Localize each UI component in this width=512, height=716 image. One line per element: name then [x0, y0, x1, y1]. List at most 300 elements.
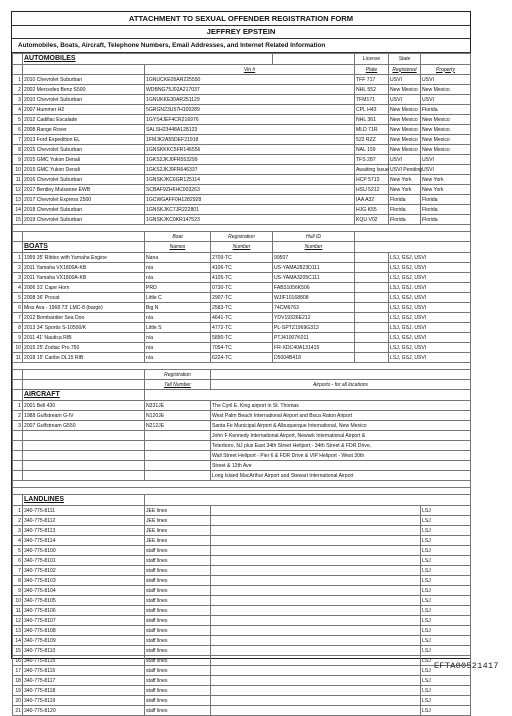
phone-number: 340-775-8105: [23, 596, 145, 606]
boat-description: 2008 36' Procat: [23, 293, 145, 303]
hull-id: D5004B418: [273, 353, 355, 363]
empty-cell: [13, 242, 23, 253]
plate-number: NHL 552: [355, 85, 389, 95]
vin-number: 1GNSKJKC7JR222801: [145, 205, 355, 215]
vehicle-description: 2018 Chevrolet Suburban: [23, 205, 145, 215]
row-number: 11: [13, 606, 23, 616]
row-number: 10: [13, 165, 23, 175]
tail-number: N331JE: [145, 401, 211, 411]
landline-row: [13, 646, 471, 656]
vehicle-row: [13, 75, 471, 85]
section-aircraft-label: AIRCRAFT: [23, 390, 145, 401]
row-number: 9: [13, 586, 23, 596]
row-number: 1: [13, 401, 23, 411]
empty-cell: [13, 390, 23, 401]
row-number: 2: [13, 263, 23, 273]
boat-description: 2006 31' Cape Horn: [23, 283, 145, 293]
vin-number: 1GNUKKE30AR251129: [145, 95, 355, 105]
row-number: 12: [13, 185, 23, 195]
boat-description: Miss Ava - 1968 73' LMC-8 (barge): [23, 303, 145, 313]
property-location: New York: [421, 185, 471, 195]
landline-row: [13, 516, 471, 526]
row-number: [13, 451, 23, 461]
vin-number: 1FMJK2A55DEF21918: [145, 135, 355, 145]
boat-description: 2013 34' Sportis S-10500/K: [23, 323, 145, 333]
empty-cell: [355, 323, 389, 333]
line-type: JEE lines: [145, 526, 211, 536]
state-registered: Florida: [389, 195, 421, 205]
vehicle-row: [13, 105, 471, 115]
row-number: [13, 471, 23, 481]
line-type: staff lines: [145, 616, 211, 626]
line-type: staff lines: [145, 666, 211, 676]
empty-cell: [211, 586, 421, 596]
airport-list: West Palm Beach International Airport and Boca Raton Airport: [211, 411, 471, 421]
landline-row: [13, 536, 471, 546]
phone-number: 340-775-8118: [23, 686, 145, 696]
line-property: LSJ: [421, 606, 471, 616]
vehicle-row: [13, 145, 471, 155]
vin-number: 1GCWGAFF0H1282928: [145, 195, 355, 205]
vehicle-row: [13, 115, 471, 125]
tail-number: N212JE: [145, 421, 211, 431]
row-number: 6: [13, 125, 23, 135]
vehicle-row: [13, 95, 471, 105]
empty-cell: [211, 616, 421, 626]
line-property: LSJ: [421, 556, 471, 566]
col-header-plate-top: License: [355, 54, 389, 65]
col-header-hull: Hull ID: [273, 232, 355, 242]
row-number: [13, 461, 23, 471]
line-property: LSJ: [421, 536, 471, 546]
section-header-row: [13, 54, 471, 65]
section-autos-label: AUTOMOBILES: [23, 54, 273, 65]
vehicle-row: [13, 205, 471, 215]
property-location: USVI: [421, 75, 471, 85]
plate-number: HSU 5212: [355, 185, 389, 195]
empty-cell: [273, 54, 355, 65]
empty-cell: [421, 54, 471, 65]
empty-cell: [355, 293, 389, 303]
line-type: staff lines: [145, 576, 211, 586]
row-number: 16: [13, 656, 23, 666]
plate-number: KQU V02: [355, 215, 389, 225]
state-registered: New Mexico: [389, 135, 421, 145]
tail-number: [145, 451, 211, 461]
landline-row: [13, 696, 471, 706]
line-type: staff lines: [145, 646, 211, 656]
aircraft-row: [13, 441, 471, 451]
empty-cell: [13, 495, 23, 506]
line-property: LSJ: [421, 686, 471, 696]
landline-row: [13, 556, 471, 566]
row-number: 8: [13, 576, 23, 586]
registration-number: 4106-TC: [211, 263, 273, 273]
property-location: USVI: [421, 95, 471, 105]
property-location: USVI: [421, 165, 471, 175]
plate-number: MLD 71R: [355, 125, 389, 135]
row-number: 20: [13, 696, 23, 706]
boat-name: n/a: [145, 343, 211, 353]
column-header-row: [13, 232, 471, 242]
line-type: JEE lines: [145, 506, 211, 516]
vin-number: 1GYS4JEF4CR216976: [145, 115, 355, 125]
row-number: 21: [13, 706, 23, 716]
line-property: LSJ: [421, 576, 471, 586]
row-number: 13: [13, 626, 23, 636]
registration-number: 7054-TC: [211, 343, 273, 353]
vehicle-description: 2007 Hummer H2: [23, 105, 145, 115]
line-type: staff lines: [145, 626, 211, 636]
boat-description: 2018 15' Caribe DL15 RIB: [23, 353, 145, 363]
vin-number: 5GRGN23U57H100289: [145, 105, 355, 115]
empty-cell: [355, 283, 389, 293]
plate-number: HCP 5713: [355, 175, 389, 185]
row-number: 2: [13, 516, 23, 526]
empty-cell: [145, 390, 471, 401]
column-header-row: [13, 65, 471, 75]
empty-cell: [13, 225, 471, 232]
row-number: 5: [13, 546, 23, 556]
boat-row: [13, 263, 471, 273]
line-type: staff lines: [145, 566, 211, 576]
plate-number: TFF 717: [355, 75, 389, 85]
empty-cell: [211, 516, 421, 526]
boat-row: [13, 253, 471, 263]
hull-id: FR-XDC40A131415: [273, 343, 355, 353]
col-header-registration: Registration: [145, 370, 211, 380]
aircraft-row: [13, 421, 471, 431]
vehicle-description: 2008 Range Rover: [23, 125, 145, 135]
empty-cell: [211, 566, 421, 576]
row-number: 7: [13, 566, 23, 576]
plate-number: NAL 159: [355, 145, 389, 155]
empty-cell: [211, 636, 421, 646]
boat-name: n/a: [145, 263, 211, 273]
landline-row: [13, 616, 471, 626]
vin-number: 1GNUCKE05AR225550: [145, 75, 355, 85]
plate-number: 522 RZZ: [355, 135, 389, 145]
landline-row: [13, 676, 471, 686]
landline-row: [13, 596, 471, 606]
aircraft-row: [13, 401, 471, 411]
row-number: 7: [13, 135, 23, 145]
phone-number: 340-775-8100: [23, 546, 145, 556]
plate-number: CPL H43: [355, 105, 389, 115]
vehicle-row: [13, 135, 471, 145]
empty-cell: [355, 333, 389, 343]
line-type: staff lines: [145, 686, 211, 696]
boat-row: [13, 283, 471, 293]
owner-location: LSJ, GSJ, USVI: [389, 283, 471, 293]
col-header-hull-number: Number: [273, 242, 355, 253]
empty-cell: [211, 506, 421, 516]
row-number: 4: [13, 283, 23, 293]
row-number: 9: [13, 155, 23, 165]
row-number: 17: [13, 666, 23, 676]
property-location: Florida: [421, 205, 471, 215]
boat-name: Nana: [145, 253, 211, 263]
line-type: staff lines: [145, 596, 211, 606]
col-header-reg-number: Number: [211, 242, 273, 253]
form-title: ATTACHMENT TO SEXUAL OFFENDER REGISTRATION FORM: [12, 12, 470, 26]
row-number: 6: [13, 303, 23, 313]
property-location: New York: [421, 175, 471, 185]
vehicle-description: 2017 Chevrolet Express 2500: [23, 195, 145, 205]
empty-cell: [211, 370, 471, 380]
row-number: 18: [13, 676, 23, 686]
state-registered: USVI: [389, 95, 421, 105]
section-header-row: [13, 495, 471, 506]
registration-number: 5890-TC: [211, 333, 273, 343]
section-landlines-label: LANDLINES: [23, 495, 145, 506]
registration-number: 0730-TC: [211, 283, 273, 293]
spacer-row: [13, 225, 471, 232]
col-header-plate: Plate: [355, 65, 389, 75]
row-number: 14: [13, 205, 23, 215]
line-property: LSJ: [421, 696, 471, 706]
empty-cell: [23, 370, 145, 380]
boat-row: [13, 323, 471, 333]
vehicle-description: 2012 Cadillac Escalade: [23, 115, 145, 125]
boat-row: [13, 303, 471, 313]
row-number: 3: [13, 273, 23, 283]
empty-cell: [211, 596, 421, 606]
empty-cell: [211, 676, 421, 686]
line-property: LSJ: [421, 586, 471, 596]
registration-number: 4641-TC: [211, 313, 273, 323]
aircraft-row: [13, 471, 471, 481]
phone-number: 340-775-8119: [23, 696, 145, 706]
row-number: [13, 441, 23, 451]
col-header-names: Names: [145, 242, 211, 253]
empty-cell: [145, 495, 471, 506]
row-number: 10: [13, 343, 23, 353]
line-type: staff lines: [145, 676, 211, 686]
row-number: 8: [13, 323, 23, 333]
boat-row: [13, 313, 471, 323]
vin-number: 1GNSKJKC6GR125114: [145, 175, 355, 185]
empty-cell: [355, 353, 389, 363]
registration-table-body: [13, 54, 471, 716]
phone-number: 340-775-8108: [23, 626, 145, 636]
aircraft-row: [13, 451, 471, 461]
vin-number: 1GKS2JKJ9FR646337: [145, 165, 355, 175]
row-number: 7: [13, 313, 23, 323]
aircraft-description: [23, 461, 145, 471]
hull-id: US-YAMA2823D111: [273, 263, 355, 273]
registration-number: 2583-TC: [211, 303, 273, 313]
line-property: LSJ: [421, 676, 471, 686]
aircraft-description: [23, 471, 145, 481]
column-header-row: [13, 370, 471, 380]
aircraft-description: 2007 Gulfstream G550: [23, 421, 145, 431]
line-property: LSJ: [421, 526, 471, 536]
col-header-tail-number: Tail Number: [145, 380, 211, 390]
state-registered: New York: [389, 185, 421, 195]
airport-list: Long Island MacArthur Airport and Stewart International Airport: [211, 471, 471, 481]
hull-id: YDV19326E212: [273, 313, 355, 323]
property-location: Florida: [421, 195, 471, 205]
line-property: LSJ: [421, 636, 471, 646]
row-number: 1: [13, 506, 23, 516]
vehicle-description: 2017 Bentley Mulsanne EWB: [23, 185, 145, 195]
owner-location: LSJ, GSJ, USVI: [389, 253, 471, 263]
hull-id: US-YAMA3205C111: [273, 273, 355, 283]
row-number: 3: [13, 95, 23, 105]
vin-number: SALSH23448A128123: [145, 125, 355, 135]
vin-number: WDBNG75J02A217037: [145, 85, 355, 95]
vin-number: 1GKS2JKJ0FR553299: [145, 155, 355, 165]
vehicle-description: 2015 GMC Yukon Denali: [23, 155, 145, 165]
row-number: 9: [13, 333, 23, 343]
boat-row: [13, 353, 471, 363]
boat-row: [13, 343, 471, 353]
empty-cell: [211, 666, 421, 676]
empty-cell: [211, 656, 421, 666]
empty-cell: [23, 380, 145, 390]
empty-cell: [13, 370, 23, 380]
landline-row: [13, 706, 471, 716]
row-number: 8: [13, 145, 23, 155]
row-number: 11: [13, 175, 23, 185]
phone-number: 340-775-8101: [23, 556, 145, 566]
row-number: 2: [13, 411, 23, 421]
vehicle-description: 2015 GMC Yukon Denali: [23, 165, 145, 175]
owner-location: LSJ, GSJ, USVI: [389, 353, 471, 363]
landline-row: [13, 586, 471, 596]
row-number: [13, 431, 23, 441]
registrant-name: JEFFREY EPSTEIN: [12, 26, 470, 39]
landline-row: [13, 526, 471, 536]
vehicle-description: 2019 Chevrolet Suburban: [23, 215, 145, 225]
plate-number: Awaiting Issue: [356, 166, 389, 173]
landline-row: [13, 506, 471, 516]
line-property: LSJ: [421, 626, 471, 636]
phone-number: 340-775-8115: [23, 656, 145, 666]
owner-location: LSJ, GSJ, USVI: [389, 323, 471, 333]
airport-list: Teterboro, NJ plus East 34th Street Heliport - 34th Street & FDR Drive,: [211, 441, 471, 451]
line-property: LSJ: [421, 646, 471, 656]
empty-cell: [211, 706, 421, 716]
hull-id: 99507: [273, 253, 355, 263]
empty-cell: [13, 363, 471, 370]
row-number: 11: [13, 353, 23, 363]
aircraft-description: 2001 Bell 430: [23, 401, 145, 411]
phone-number: 340-775-8107: [23, 616, 145, 626]
hull-id: PL-SPTZ1969G313: [273, 323, 355, 333]
aircraft-row: [13, 411, 471, 421]
tail-number: [145, 441, 211, 451]
row-number: 4: [13, 536, 23, 546]
empty-cell: [355, 273, 389, 283]
section-header-row: [13, 242, 471, 253]
row-number: 13: [13, 195, 23, 205]
plate-number: TFS 287: [355, 155, 389, 165]
landline-row: [13, 606, 471, 616]
owner-location: LSJ, GSJ, USVI: [389, 343, 471, 353]
landline-row: [13, 686, 471, 696]
section-header-row: [13, 390, 471, 401]
vehicle-row: [13, 215, 471, 225]
line-type: staff lines: [145, 606, 211, 616]
col-header-registered-top: State: [389, 54, 421, 65]
aircraft-description: [23, 441, 145, 451]
row-number: 2: [13, 85, 23, 95]
line-type: JEE lines: [145, 536, 211, 546]
landline-row: [13, 666, 471, 676]
property-location: Florida: [421, 105, 471, 115]
row-number: 1: [13, 75, 23, 85]
vin-number: 1GNSKKKC5FR146556: [145, 145, 355, 155]
tail-number: [145, 431, 211, 441]
col-header-boat-name: Boat: [145, 232, 211, 242]
boat-name: Big N: [145, 303, 211, 313]
airport-list: Street & 12th Ave: [211, 461, 471, 471]
spacer-row: [13, 363, 471, 370]
empty-cell: [13, 65, 23, 75]
empty-cell: [211, 576, 421, 586]
state-registered: New Mexico: [389, 105, 421, 115]
property-location: USVI: [421, 155, 471, 165]
state-registered: New York: [389, 175, 421, 185]
line-type: staff lines: [145, 696, 211, 706]
vehicle-row: [13, 175, 471, 185]
row-number: 6: [13, 556, 23, 566]
aircraft-description: 1988 Gulfstream G-IV: [23, 411, 145, 421]
col-header-vin: Vin #: [145, 65, 355, 75]
state-registered: Florida: [389, 215, 421, 225]
vehicle-row: [13, 85, 471, 95]
vehicle-row: [13, 155, 471, 165]
state-registered: New Mexico: [389, 125, 421, 135]
landline-row: [13, 636, 471, 646]
phone-number: 340-775-8111: [23, 506, 145, 516]
state-registered: USVI: [389, 75, 421, 85]
empty-cell: [13, 481, 471, 488]
row-number: 3: [13, 421, 23, 431]
phone-number: 340-775-8117: [23, 676, 145, 686]
boat-name: Little C: [145, 293, 211, 303]
aircraft-row: [13, 461, 471, 471]
boat-name: n/a: [145, 273, 211, 283]
boat-name: PRD: [145, 283, 211, 293]
landline-row: [13, 576, 471, 586]
empty-cell: [211, 686, 421, 696]
airport-list: Wall Street Heliport - Pier 6 & FDR Drive & VIP Heliport - West 30th: [211, 451, 471, 461]
empty-cell: [211, 696, 421, 706]
row-number: 4: [13, 105, 23, 115]
col-header-color-property: Property: [421, 65, 471, 75]
vehicle-description: 2016 Chevrolet Suburban: [23, 175, 145, 185]
line-property: LSJ: [421, 506, 471, 516]
line-type: staff lines: [145, 546, 211, 556]
empty-cell: [13, 54, 23, 65]
row-number: 15: [13, 646, 23, 656]
owner-location: LSJ, GSJ, USVI: [389, 303, 471, 313]
boat-name: n/a: [145, 313, 211, 323]
line-type: staff lines: [145, 556, 211, 566]
empty-cell: [211, 626, 421, 636]
boat-description: 2015 25' Zodiac Pro 750: [23, 343, 145, 353]
empty-cell: [355, 232, 471, 242]
line-type: JEE lines: [145, 516, 211, 526]
line-property: LSJ: [421, 656, 471, 666]
phone-number: 340-775-8103: [23, 576, 145, 586]
owner-location: LSJ, GSJ, USVI: [389, 313, 471, 323]
owner-location: LSJ, GSJ, USVI: [389, 263, 471, 273]
owner-location: LSJ, GSJ, USVI: [389, 333, 471, 343]
